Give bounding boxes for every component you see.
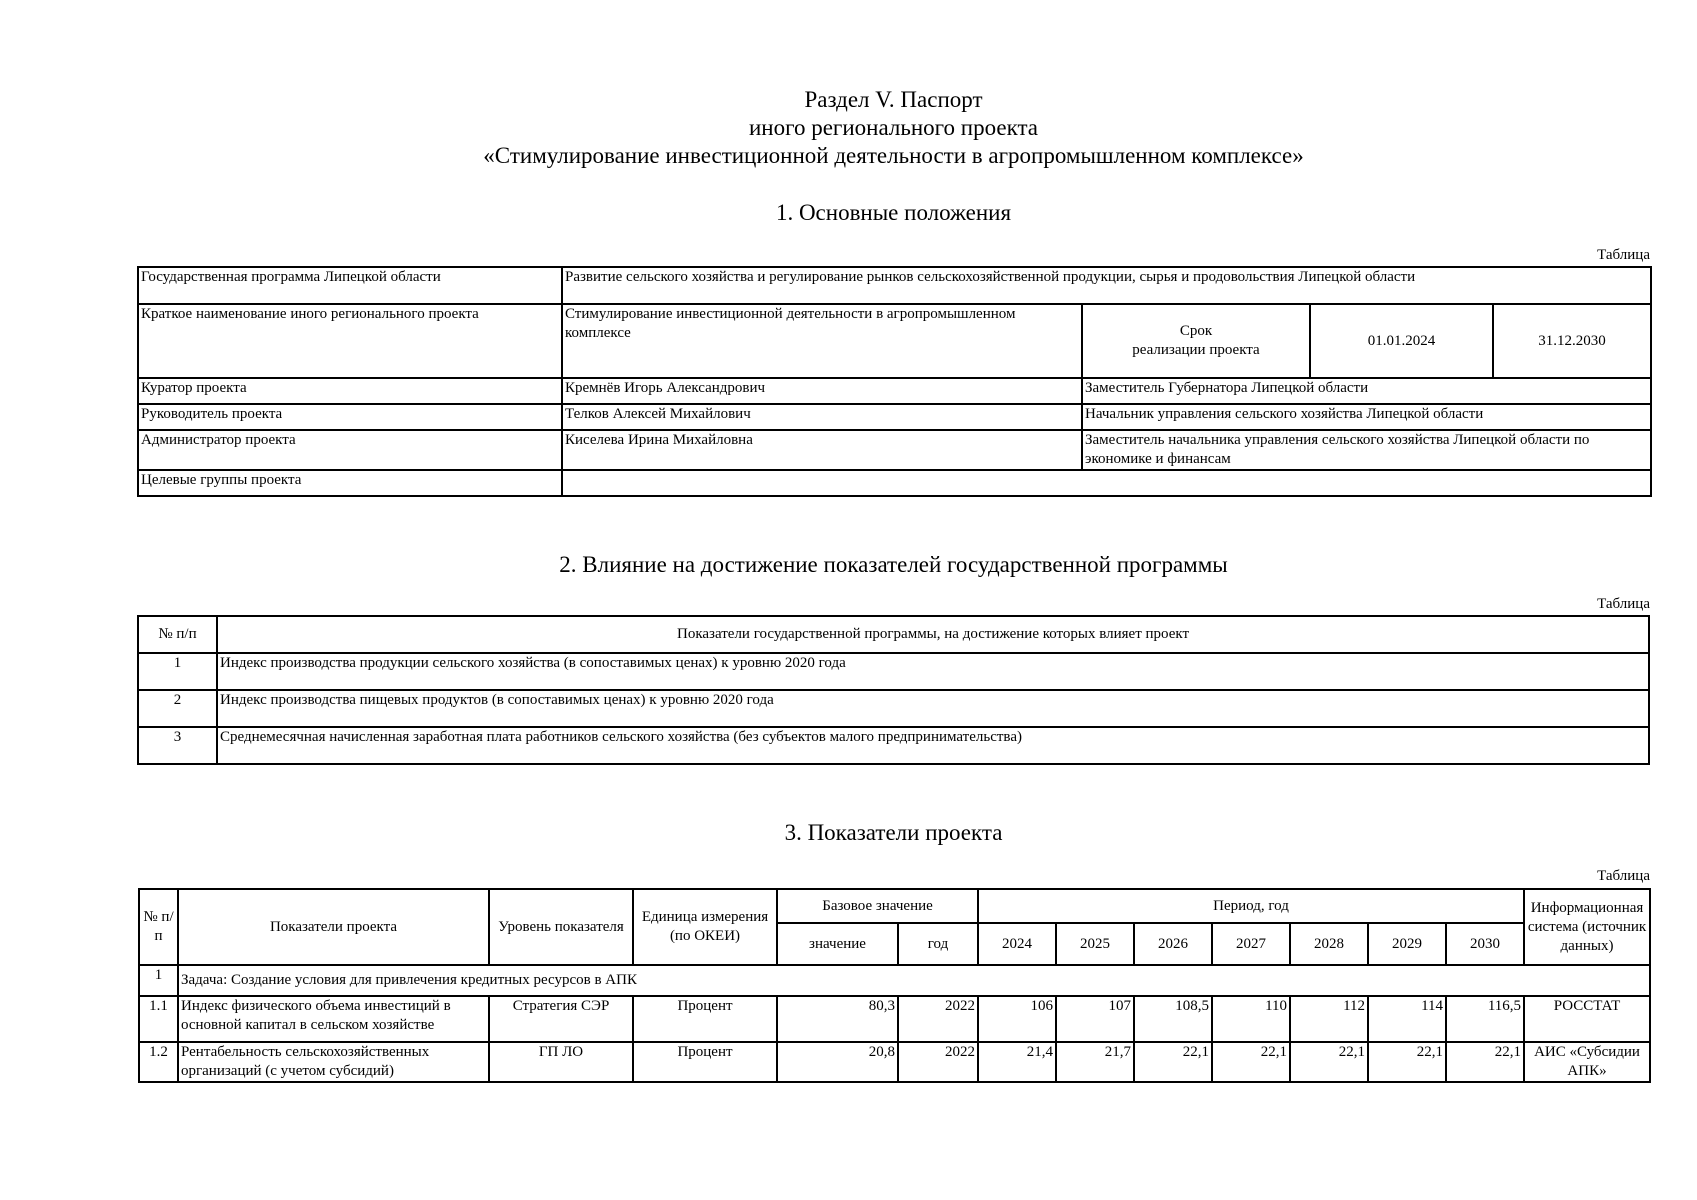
row-name: Индекс физического объема инвестиций в основной капитал в сельском хозяйстве (178, 996, 489, 1042)
row-value: 22,1 (1134, 1042, 1212, 1082)
row-text: Индекс производства пищевых продуктов (в сопоставимых ценах) к уровню 2020 года (217, 690, 1649, 727)
row-value: 22,1 (1212, 1042, 1290, 1082)
col-name-header: Показатели проекта (178, 889, 489, 965)
admin-label: Администратор проекта (138, 430, 562, 470)
row-value: 116,5 (1446, 996, 1524, 1042)
row-text: Индекс производства продукции сельского хозяйства (в сопоставимых ценах) к уровню 2020 года (217, 653, 1649, 690)
term-start: 01.01.2024 (1310, 304, 1493, 378)
col-unit-header: Единица измерения (по ОКЕИ) (633, 889, 777, 965)
row-value: 112 (1290, 996, 1368, 1042)
row-value: 110 (1212, 996, 1290, 1042)
row-text: Среднемесячная начисленная заработная плата работников сельского хозяйства (без субъектов малого предпринимательства) (217, 727, 1649, 764)
col-base-value-header: значение (777, 923, 898, 965)
row-num: 3 (138, 727, 217, 764)
row-base-value: 20,8 (777, 1042, 898, 1082)
row-value: 106 (978, 996, 1056, 1042)
admin-name: Киселева Ирина Михайловна (562, 430, 1082, 470)
row-unit: Процент (633, 1042, 777, 1082)
year-header: 2028 (1290, 923, 1368, 965)
year-header: 2027 (1212, 923, 1290, 965)
section3-table-label: Таблица (1597, 868, 1650, 884)
section1-table-label: Таблица (1597, 247, 1650, 263)
col-indicator-header: Показатели государственной программы, на достижение которых влияет проект (217, 616, 1649, 653)
col-level-header: Уровень показателя (489, 889, 633, 965)
short-name-value: Стимулирование инвестиционной деятельности в агропромышленном комплексе (562, 304, 1082, 378)
row-value: 22,1 (1368, 1042, 1446, 1082)
curator-name: Кремнёв Игорь Александрович (562, 378, 1082, 404)
row-level: ГП ЛО (489, 1042, 633, 1082)
row-level: Стратегия СЭР (489, 996, 633, 1042)
gp-value: Развитие сельского хозяйства и регулирование рынков сельскохозяйственной продукции, сырья и продовольствия Липецкой области (562, 267, 1651, 304)
year-header: 2024 (978, 923, 1056, 965)
table-row (138, 727, 1649, 764)
table-row (139, 996, 1650, 1042)
row-value: 108,5 (1134, 996, 1212, 1042)
curator-label: Куратор проекта (138, 378, 562, 404)
year-header: 2025 (1056, 923, 1134, 965)
gp-label: Государственная программа Липецкой области (138, 267, 562, 304)
col-num-header: № п/п (138, 616, 217, 653)
section1-heading: 1. Основные положения (775, 200, 1012, 225)
admin-position: Заместитель начальника управления сельского хозяйства Липецкой области по экономике и финансам (1082, 430, 1651, 470)
row-num: 1.1 (139, 996, 178, 1042)
row-value: 107 (1056, 996, 1134, 1042)
page-title (0, 86, 1697, 170)
col-base-year-header: год (898, 923, 978, 965)
row-source: АИС «Субсидии АПК» (1524, 1042, 1650, 1082)
title-line-section: Раздел V. Паспорт (804, 87, 983, 112)
row-value: 114 (1368, 996, 1446, 1042)
table-row (139, 1042, 1650, 1082)
row-base-year: 2022 (898, 996, 978, 1042)
task-num: 1 (139, 965, 178, 996)
row-name: Рентабельность сельскохозяйственных организаций (с учетом субсидий) (178, 1042, 489, 1082)
title-line-project: «Стимулирование инвестиционной деятельности в агропромышленном комплексе» (483, 143, 1304, 168)
head-position: Начальник управления сельского хозяйства Липецкой области (1082, 404, 1651, 430)
col-num-header: № п/п (139, 889, 178, 965)
target-value (562, 470, 1651, 496)
row-num: 2 (138, 690, 217, 727)
col-period-header: Период, год (978, 889, 1524, 923)
row-base-year: 2022 (898, 1042, 978, 1082)
row-value: 21,7 (1056, 1042, 1134, 1082)
curator-position: Заместитель Губернатора Липецкой области (1082, 378, 1651, 404)
project-indicators-table (138, 888, 1651, 1083)
term-end: 31.12.2030 (1493, 304, 1651, 378)
table-row (138, 690, 1649, 727)
target-label: Целевые группы проекта (138, 470, 562, 496)
year-header: 2026 (1134, 923, 1212, 965)
row-unit: Процент (633, 996, 777, 1042)
section2-heading: 2. Влияние на достижение показателей государственной программы (559, 552, 1228, 577)
short-name-label: Краткое наименование иного регионального проекта (138, 304, 562, 378)
col-base-header: Базовое значение (777, 889, 978, 923)
row-source: РОССТАТ (1524, 996, 1650, 1042)
head-name: Телков Алексей Михайлович (562, 404, 1082, 430)
row-value: 21,4 (978, 1042, 1056, 1082)
term-label: Срок реализации проекта (1082, 304, 1310, 378)
row-num: 1.2 (139, 1042, 178, 1082)
year-header: 2029 (1368, 923, 1446, 965)
title-line-kind: иного регионального проекта (749, 115, 1038, 140)
row-base-value: 80,3 (777, 996, 898, 1042)
gp-indicators-table (137, 615, 1650, 765)
table-row (138, 653, 1649, 690)
row-value: 22,1 (1290, 1042, 1368, 1082)
section3-heading: 3. Показатели проекта (784, 820, 1003, 845)
head-label: Руководитель проекта (138, 404, 562, 430)
year-header: 2030 (1446, 923, 1524, 965)
section2-table-label: Таблица (1597, 596, 1650, 612)
row-value: 22,1 (1446, 1042, 1524, 1082)
row-num: 1 (138, 653, 217, 690)
task-text: Задача: Создание условия для привлечения кредитных ресурсов в АПК (178, 965, 1650, 996)
main-provisions-table (137, 266, 1652, 497)
task-row (139, 965, 1650, 996)
col-info-header: Информационная система (источник данных) (1524, 889, 1650, 965)
